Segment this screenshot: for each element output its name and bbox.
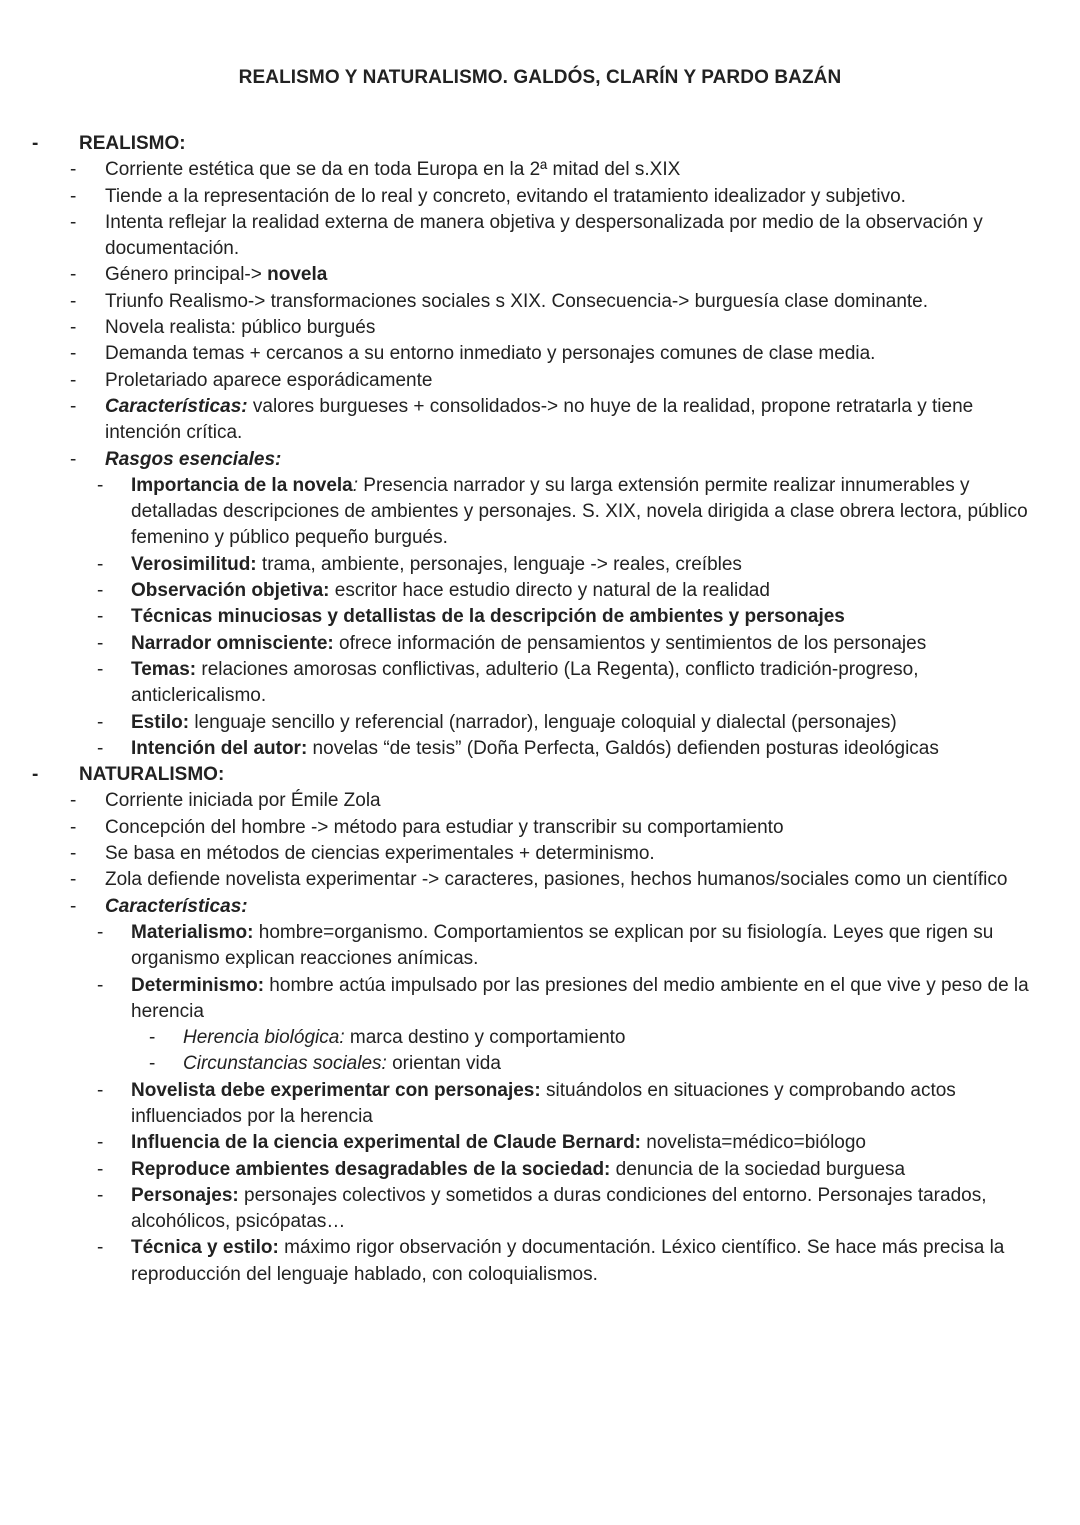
bullet-dash: - — [97, 580, 104, 602]
text-run: Corriente estética que se da en toda Europa en la 2ª mitad del s.XIX — [105, 159, 681, 181]
bullet-dash: - — [97, 1184, 104, 1206]
text-run: Corriente iniciada por Émile Zola — [105, 790, 381, 812]
item-text — [105, 841, 1030, 867]
bullet-dash: - — [70, 895, 77, 917]
item-text — [131, 631, 1030, 657]
list-item — [0, 289, 1080, 315]
bullet-dash: - — [97, 658, 104, 680]
item-text — [131, 710, 1030, 736]
item-text — [131, 1235, 1030, 1288]
text-run: Características: — [105, 895, 248, 917]
text-run: Tiende a la representación de lo real y concreto, evitando el tratamiento idealizador y subjetivo. — [105, 185, 906, 207]
bullet-dash: - — [97, 1079, 104, 1101]
list-item — [0, 552, 1080, 578]
text-run: valores burgueses + consolidados-> no huye de la realidad, propone retratarla y tiene intención crítica. — [105, 395, 974, 444]
item-text — [105, 289, 1030, 315]
text-run: Se basa en métodos de ciencias experimentales + determinismo. — [105, 843, 655, 865]
bullet-dash: - — [149, 1053, 156, 1075]
text-run: Personajes: — [131, 1184, 239, 1206]
list-item — [0, 157, 1080, 183]
item-text — [105, 867, 1030, 893]
item-text — [105, 368, 1030, 394]
document-body — [0, 131, 1080, 1288]
bullet-dash: - — [70, 290, 77, 312]
text-run: Técnicas minuciosas y detallistas de la descripción de ambientes y personajes — [131, 606, 845, 628]
text-run: Estilo: — [131, 711, 190, 733]
list-item — [0, 210, 1080, 263]
list-item — [0, 341, 1080, 367]
item-text — [131, 920, 1030, 973]
list-item — [0, 841, 1080, 867]
text-run: novela — [267, 264, 328, 286]
text-run: Observación objetiva: — [131, 580, 330, 602]
text-run: novelista=médico=biólogo — [641, 1132, 867, 1154]
list-item — [0, 315, 1080, 341]
bullet-dash: - — [70, 343, 77, 365]
item-text: REALISMO: — [79, 133, 186, 154]
list-item — [0, 578, 1080, 604]
item-text — [131, 1078, 1030, 1131]
list-item — [0, 1157, 1080, 1183]
item-text — [105, 447, 1030, 473]
bullet-dash: - — [97, 1158, 104, 1180]
text-run: Narrador omnisciente: — [131, 632, 334, 654]
item-text — [131, 1130, 1030, 1156]
list-item — [0, 973, 1080, 1026]
item-text — [105, 788, 1030, 814]
bullet-dash: - — [70, 395, 77, 417]
list-item — [0, 184, 1080, 210]
list-item — [0, 815, 1080, 841]
text-run: Novelista debe experimentar con personajes: — [131, 1079, 541, 1101]
item-text — [105, 262, 1030, 288]
text-run: Influencia de la ciencia experimental de Claude Bernard: — [131, 1132, 642, 1154]
item-text — [183, 1025, 1030, 1051]
text-run: Circunstancias sociales: — [183, 1053, 387, 1075]
text-run: Novela realista: público burgués — [105, 317, 376, 339]
item-text: NATURALISMO: — [79, 764, 225, 786]
list-item — [0, 604, 1080, 630]
text-run: Triunfo Realismo-> transformaciones sociales s XIX. Consecuencia-> burguesía clase dominante. — [105, 290, 929, 312]
text-run: situándolos en situaciones y comprobando actos influenciados por la herencia — [131, 1079, 956, 1127]
item-text — [105, 184, 1030, 210]
bullet-dash: - — [97, 711, 104, 733]
bullet-dash: - — [70, 448, 77, 470]
item-text — [131, 657, 1030, 710]
text-run: Intención del autor: — [131, 737, 308, 759]
bullet-dash: - — [97, 632, 104, 654]
bullet-dash: - — [97, 1132, 104, 1154]
bullet-dash: - — [97, 921, 104, 943]
bullet-dash: - — [70, 185, 77, 207]
list-item — [0, 262, 1080, 288]
text-run: personajes colectivos y sometidos a duras condiciones del entorno. Personajes tarados, alcohólicos, psicópatas… — [131, 1184, 987, 1233]
item-text — [131, 1183, 1030, 1236]
text-run: Proletariado aparece esporádicamente — [105, 369, 433, 391]
bullet-dash: - — [97, 606, 104, 628]
list-item — [0, 867, 1080, 893]
list-item — [0, 368, 1080, 394]
list-item — [0, 447, 1080, 473]
bullet-dash: - — [97, 553, 104, 575]
list-item — [0, 788, 1080, 814]
list-item — [0, 1235, 1080, 1288]
text-run: Temas: — [131, 658, 197, 680]
bullet-dash: - — [97, 737, 104, 759]
text-run: denuncia de la sociedad burguesa — [610, 1158, 906, 1180]
text-run: Concepción del hombre -> método para estudiar y transcribir su comportamiento — [105, 816, 784, 838]
list-item — [0, 1078, 1080, 1131]
bullet-dash: - — [70, 211, 77, 233]
text-run: Género principal-> — [105, 264, 268, 286]
text-run: : — [352, 474, 359, 496]
item-text — [105, 341, 1030, 367]
bullet-dash: - — [70, 790, 77, 812]
list-item — [0, 710, 1080, 736]
text-run: Importancia de la novela — [131, 474, 353, 496]
list-item — [0, 1183, 1080, 1236]
text-run: Verosimilitud: — [131, 553, 257, 575]
list-item — [0, 920, 1080, 973]
text-run: Zola defiende novelista experimentar -> caracteres, pasiones, hechos humanos/sociales como un científico — [105, 869, 1008, 891]
text-run: hombre actúa impulsado por las presiones del medio ambiente en el que vive y peso de la herencia — [131, 974, 1029, 1022]
bullet-dash: - — [32, 133, 39, 154]
section-heading — [0, 762, 1080, 788]
list-item — [0, 631, 1080, 657]
section-heading — [0, 131, 1080, 157]
text-run: marca destino y comportamiento — [344, 1027, 626, 1049]
list-item — [0, 394, 1080, 447]
text-run: Herencia biológica: — [183, 1027, 345, 1049]
item-text — [105, 315, 1030, 341]
item-text — [131, 973, 1030, 1026]
bullet-dash: - — [97, 974, 104, 996]
text-run: relaciones amorosas conflictivas, adulterio (La Regenta), conflicto tradición-progreso, anticlericalismo. — [131, 658, 919, 707]
text-run: ofrece información de pensamientos y sentimientos de los personajes — [333, 632, 927, 654]
bullet-dash: - — [70, 816, 77, 838]
item-text — [131, 552, 1030, 578]
text-run: Técnica y estilo: — [131, 1237, 279, 1259]
bullet-dash: - — [70, 843, 77, 865]
text-run: trama, ambiente, personajes, lenguaje -> reales, creíbles — [256, 553, 742, 575]
list-item — [0, 1051, 1080, 1077]
bullet-dash: - — [70, 869, 77, 891]
text-run: orientan vida — [386, 1053, 501, 1075]
text-run: Determinismo: — [131, 974, 265, 996]
bullet-dash: - — [32, 764, 39, 786]
list-item — [0, 657, 1080, 710]
item-text — [183, 1051, 1030, 1077]
bullet-dash: - — [70, 159, 77, 181]
text-run: Características: — [105, 395, 248, 417]
text-run: Rasgos esenciales: — [105, 448, 282, 470]
bullet-dash: - — [149, 1027, 156, 1049]
bullet-dash: - — [70, 264, 77, 286]
text-run: Reproduce ambientes desagradables de la sociedad: — [131, 1158, 611, 1180]
bullet-dash: - — [70, 369, 77, 391]
text-run: Presencia narrador y su larga extensión permite realizar innumerables y detalladas descripciones de ambientes y personajes. S. XIX, novela dirigida a clase obrera lectora, público femenino y público pequeño burgués. — [131, 474, 1028, 549]
document-title: REALISMO Y NATURALISMO. GALDÓS, CLARÍN Y PARDO BAZÁN — [238, 67, 842, 88]
list-item — [0, 473, 1080, 552]
bullet-dash: - — [97, 474, 104, 496]
item-text — [131, 473, 1030, 552]
item-text — [105, 157, 1030, 183]
item-text — [131, 1157, 1030, 1183]
bullet-dash: - — [70, 317, 77, 339]
item-text — [131, 604, 1030, 630]
text-run: máximo rigor observación y documentación. Léxico científico. Se hace más precisa la reproducción del lenguaje hablado, con coloquialismos. — [131, 1237, 1005, 1285]
list-item — [0, 736, 1080, 762]
item-text — [131, 736, 1030, 762]
list-item — [0, 894, 1080, 920]
text-run: Intenta reflejar la realidad externa de manera objetiva y despersonalizada por medio de la observación y documentación. — [105, 211, 983, 260]
item-text — [131, 578, 1030, 604]
item-text — [105, 210, 1030, 263]
list-item — [0, 1025, 1080, 1051]
item-text — [105, 894, 1030, 920]
text-run: Materialismo: — [131, 921, 254, 943]
text-run: Demanda temas + cercanos a su entorno inmediato y personajes comunes de clase media. — [105, 343, 876, 365]
text-run: hombre=organismo. Comportamientos se explican por su fisiología. Leyes que rigen su organismo explican reacciones anímicas. — [131, 921, 994, 970]
list-item — [0, 1130, 1080, 1156]
text-run: novelas “de tesis” (Doña Perfecta, Galdós) defienden posturas ideológicas — [307, 737, 939, 759]
text-run: escritor hace estudio directo y natural de la realidad — [329, 580, 770, 602]
item-text — [105, 815, 1030, 841]
text-run: lenguaje sencillo y referencial (narrador), lenguaje coloquial y dialectal (personajes) — [189, 711, 897, 733]
item-text — [105, 394, 1030, 447]
bullet-dash: - — [97, 1237, 104, 1259]
